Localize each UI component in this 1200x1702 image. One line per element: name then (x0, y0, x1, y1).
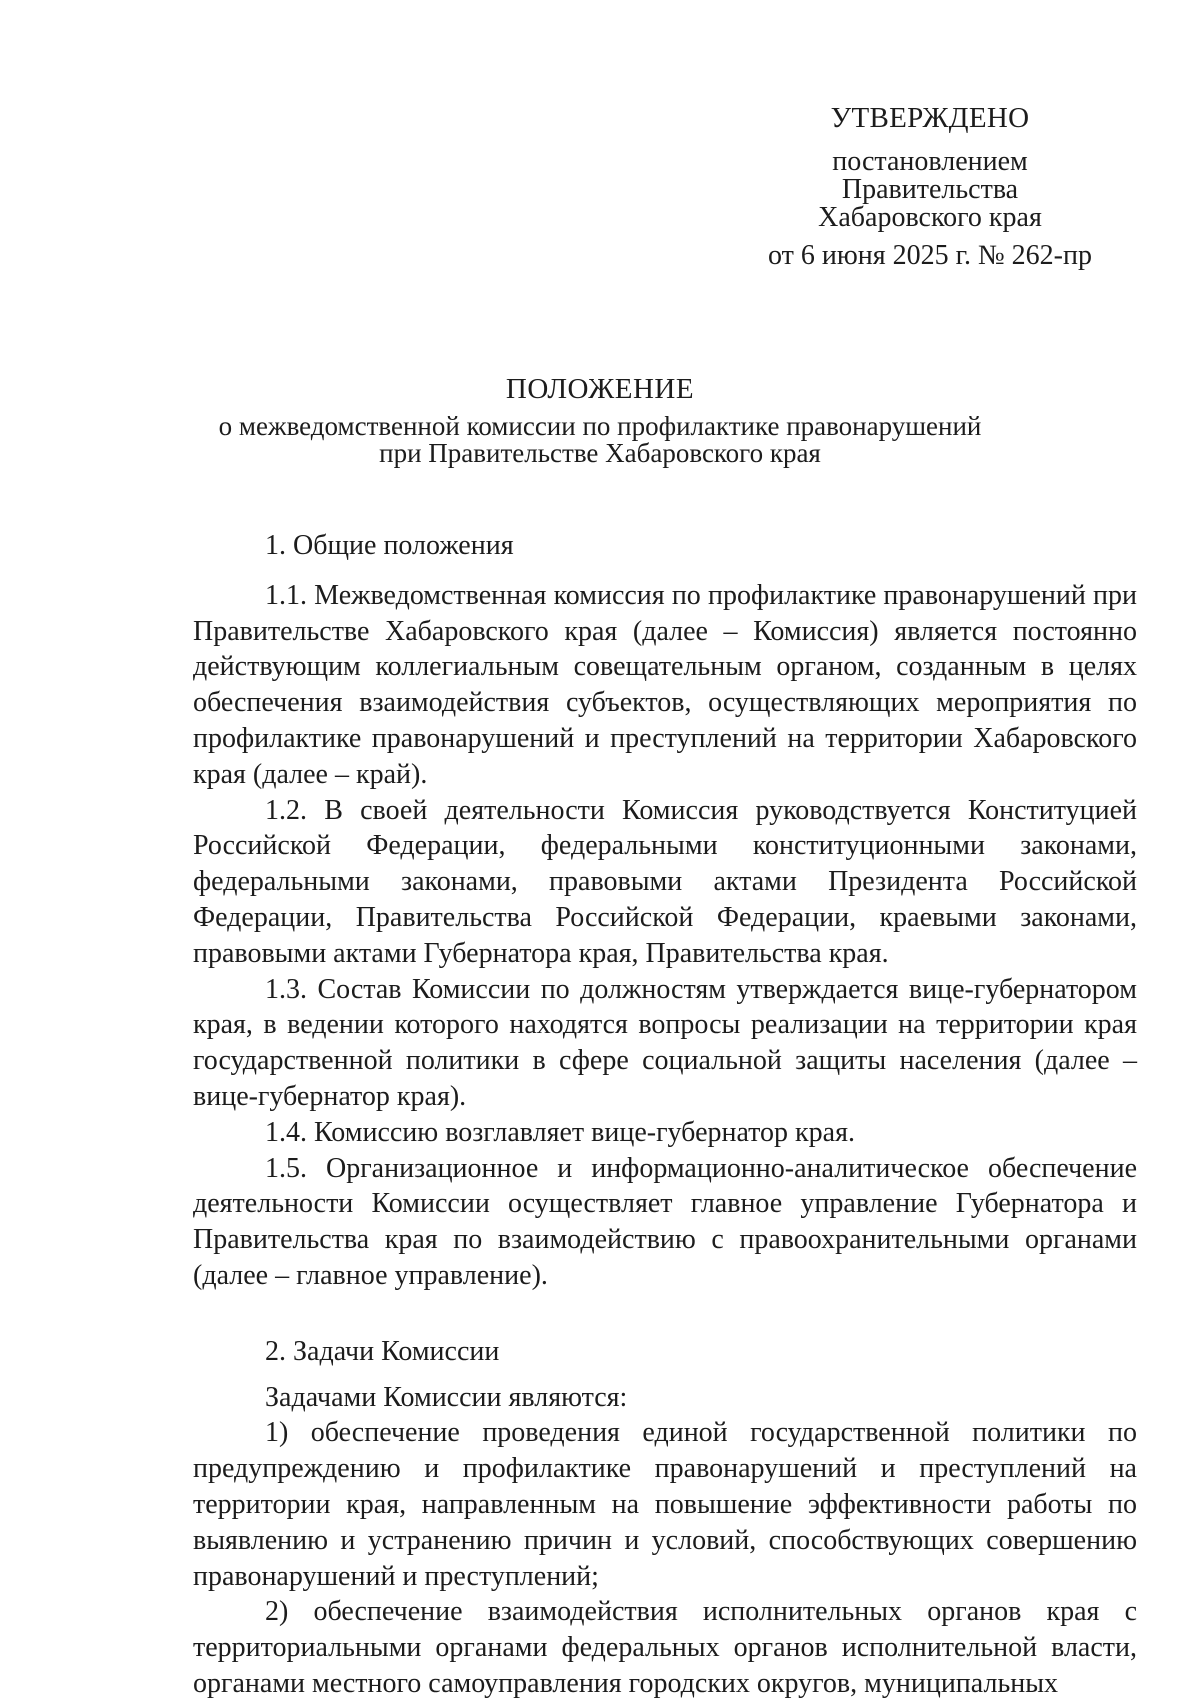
paragraph-2-1: 1) обеспечение проведения единой государственной политики по предупреждению и профилактике правонарушений и преступлений на территории края, направленным на повышение эффективности работы по выявлению и устранению причин и условий, способствующих совершению правонарушений и преступлений; (193, 1417, 1137, 1592)
document-body (193, 528, 1137, 1702)
approval-line-2: Правительства (841, 174, 1019, 205)
subtitle-line-2: при Правительстве Хабаровского края (379, 438, 821, 468)
approval-line-3: Хабаровского края (818, 202, 1042, 233)
section-1-heading: 1. Общие положения (265, 530, 514, 561)
approval-date: от 6 июня 2025 г. № 262-пр (768, 240, 1092, 271)
subtitle-line-1: о межведомственной комиссии по профилактике правонарушений (218, 411, 982, 441)
paragraph-1-1: 1.1. Межведомственная комиссия по профилактике правонарушений при Правительстве Хабаровского края (далее – Комиссия) является постоянно действующим коллегиальным совещательным органом, созданным в целях обеспечения взаимодействия субъектов, осуществляющих мероприятия по профилактике правонарушений и преступлений на территории Хабаровского края (далее – край). (193, 579, 1137, 790)
paragraph-2-2: 2) обеспечение взаимодействия исполнительных органов края с территориальными органами федеральных органов исполнительной власти, органами местного самоуправления городских округов, муниципальных (193, 1596, 1137, 1699)
paragraph-1-3: 1.3. Состав Комиссии по должностям утверждается вице-губернатором края, в ведении которого находятся вопросы реализации на территории края государственной политики в сфере социальной защиты населения (далее – вице-губернатор края). (193, 973, 1137, 1112)
paragraph-1-4: 1.4. Комиссию возглавляет вице-губернатор края. (265, 1116, 855, 1148)
paragraph-1-5: 1.5. Организационное и информационно-аналитическое обеспечение деятельности Комиссии осуществляет главное управление Губернатора и Правительства края по взаимодействию с правоохранительными органами (далее – главное управление). (193, 1152, 1137, 1291)
section-2-intro: Задачами Комиссии являются: (265, 1381, 628, 1413)
approval-line-1: постановлением (832, 146, 1028, 177)
approval-heading: УТВЕРЖДЕНО (830, 102, 1030, 134)
document-title: ПОЛОЖЕНИЕ (505, 373, 695, 405)
approval-stamp (760, 104, 1100, 270)
document-subtitle (200, 413, 1000, 467)
paragraph-1-2: 1.2. В своей деятельности Комиссия руководствуется Конституцией Российской Федерации, федеральными конституционными законами, федеральными законами, правовыми актами Президента Российской Федерации, Правительства Российской Федерации, краевыми законами, правовыми актами Губернатора края, Правительства края. (193, 794, 1137, 969)
section-2-heading: 2. Задачи Комиссии (265, 1335, 500, 1367)
